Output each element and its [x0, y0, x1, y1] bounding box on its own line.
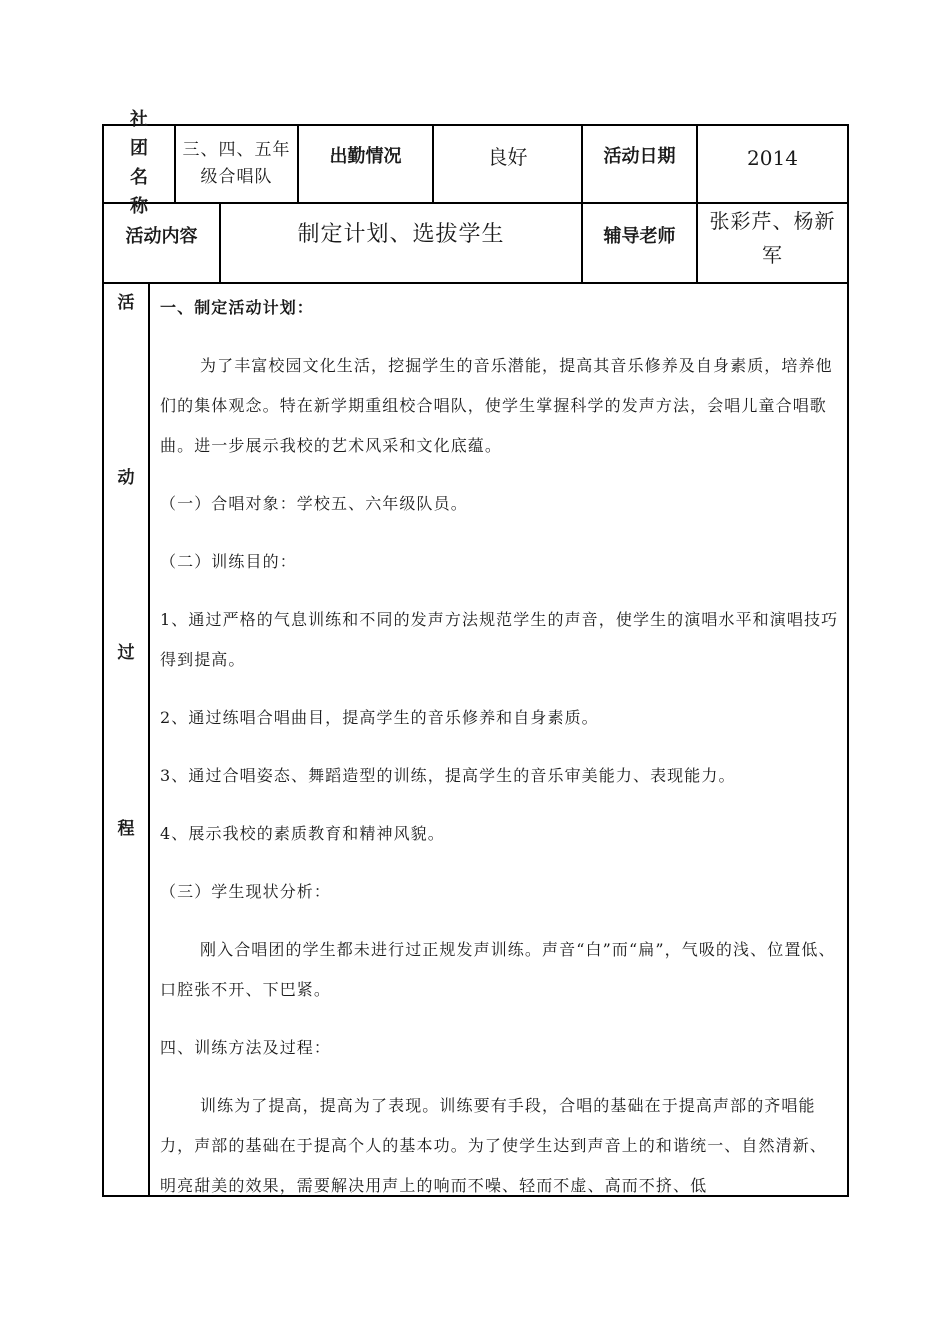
date-label-text: 活动日期 — [603, 145, 676, 167]
plan-heading: 一、制定活动计划： — [160, 298, 314, 317]
club-name-value-text: 三、四、五年级合唱队 — [182, 139, 291, 187]
process-label-char-1: 活 — [117, 293, 135, 313]
attendance-value — [434, 126, 581, 188]
content-value — [221, 204, 581, 266]
attendance-label — [299, 126, 432, 188]
target-line: （一）合唱对象：学校五、六年级队员。 — [160, 494, 468, 513]
club-name-label — [104, 109, 174, 217]
goal-item-3: 3、通过合唱姿态、舞蹈造型的训练，提高学生的音乐审美能力、表现能力。 — [160, 766, 736, 785]
teacher-label-text: 辅导老师 — [603, 225, 676, 247]
process-label-char-3: 过 — [117, 643, 135, 663]
goal-heading: （二）训练目的： — [160, 552, 297, 571]
attendance-value-text: 良好 — [487, 145, 528, 169]
analysis-paragraph: 刚入合唱团的学生都未进行过正规发声训练。声音“白”而“扁”，气吸的浅、位置低、口腔张不开、下巴紧。 — [160, 940, 836, 999]
intro-paragraph: 为了丰富校园文化生活，挖掘学生的音乐潜能，提高其音乐修养及自身素质，培养他们的集体观念。特在新学期重组校合唱队，使学生掌握科学的发声方法，会唱儿童合唱歌曲。进一步展示我校的艺术风采和文化底蕴。 — [160, 356, 833, 455]
date-label — [583, 126, 696, 188]
club-name-label-text: 社团名称 — [130, 109, 148, 217]
method-paragraph: 训练为了提高，提高为了表现。训练要有手段，合唱的基础在于提高声部的齐唱能力，声部的基础在于提高个人的基本功。为了使学生达到声音上的和谐统一、自然清新、明亮甜美的效果，需要解决用声上的响而不噪、轻而不虚、高而不挤、低 — [160, 1096, 827, 1195]
content-label — [104, 204, 219, 270]
content-value-text: 制定计划、选拔学生 — [297, 222, 505, 248]
date-value — [698, 126, 847, 190]
row3-divider — [148, 282, 150, 1196]
goal-item-1: 1、通过严格的气息训练和不同的发声方法规范学生的声音，使学生的演唱水平和演唱技巧得到提高。 — [160, 610, 839, 669]
method-heading: 四、训练方法及过程： — [160, 1038, 332, 1057]
analysis-heading: （三）学生现状分析： — [160, 882, 332, 901]
process-label-char-2: 动 — [117, 468, 135, 488]
goal-item-4: 4、展示我校的素质教育和精神风貌。 — [160, 824, 445, 843]
content-label-text: 活动内容 — [125, 225, 198, 247]
club-name-value — [176, 126, 297, 202]
table-row-divider-2 — [102, 282, 849, 284]
teacher-label — [583, 204, 696, 270]
teacher-value — [698, 200, 847, 276]
attendance-label-text: 出勤情况 — [329, 145, 402, 167]
process-label-char-4: 程 — [117, 819, 135, 839]
table-border-right — [847, 124, 849, 1196]
activity-process-content — [160, 288, 840, 1206]
goal-item-2: 2、通过练唱合唱曲目，提高学生的音乐修养和自身素质。 — [160, 708, 599, 727]
teacher-value-text: 张彩芹、杨新军 — [709, 209, 836, 267]
date-value-text: 2014 — [747, 146, 798, 170]
